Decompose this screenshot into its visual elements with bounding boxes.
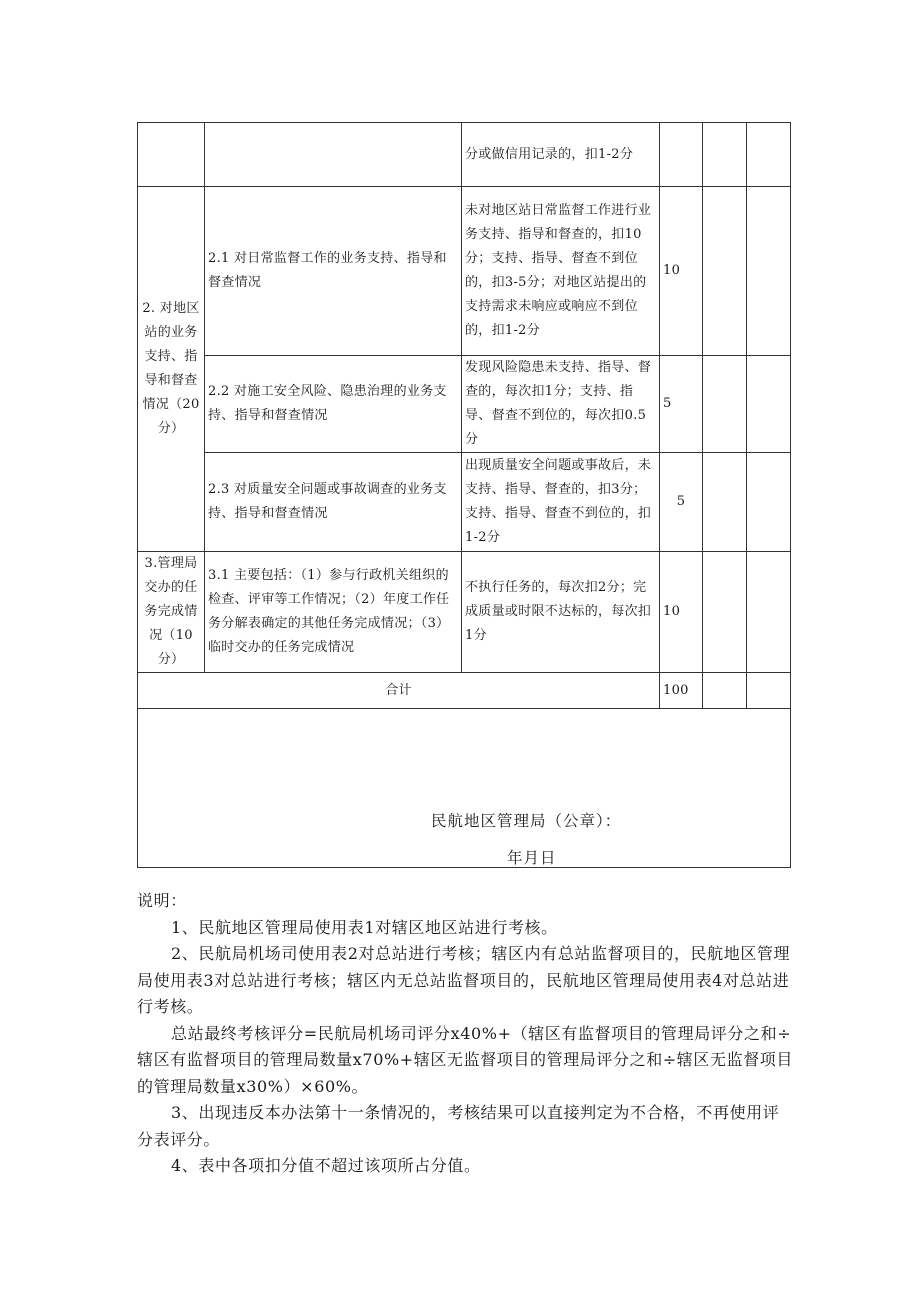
points-cell: 5: [660, 453, 703, 552]
total-label: 合计: [138, 673, 660, 709]
score-cell: [703, 552, 747, 673]
category-cell: 2. 对地区站的业务支持、指导和督查情况（20分）: [138, 187, 205, 552]
remark-cell: [747, 673, 791, 709]
score-cell: [703, 453, 747, 552]
remark-cell: [747, 356, 791, 453]
remark-cell: [747, 453, 791, 552]
total-row: [138, 673, 791, 709]
table-row: [138, 453, 791, 552]
rule-cell: 发现风险隐患未支持、指导、督查的，每次扣1分；支持、指导、督查不到位的，每次扣0.5分: [462, 356, 660, 453]
score-cell: [703, 187, 747, 356]
item-cell: 3.1 主要包括：（1）参与行政机关组织的检查、评审等工作情况；（2）年度工作任务分解表确定的其他任务完成情况；（3）临时交办的任务完成情况: [205, 552, 462, 673]
remark-cell: [747, 123, 791, 187]
points-cell: 5: [660, 356, 703, 453]
category-cell: 3.管理局交办的任务完成情况（10分）: [138, 552, 205, 673]
note-2-formula: 总站最终考核评分=民航局机场司评分x40%+（辖区有监督项目的管理局评分之和÷辖区有监督项目的管理局数量x70%+辖区无监督项目的管理局评分之和÷辖区无监督项目的管理局数量x30%）×60%。: [137, 1023, 793, 1096]
seal-cell: [138, 709, 791, 868]
points-cell: [660, 123, 703, 187]
rule-cell: 分或做信用记录的，扣1-2分: [462, 123, 660, 187]
note-2: 2、民航局机场司使用表2对总站进行考核；辖区内有总站监督项目的，民航地区管理局使用表3对总站进行考核；辖区内无总站监督项目的，民航地区管理局使用表4对总站进行考核。: [137, 944, 791, 1016]
table-row: [138, 356, 791, 453]
table-row: [138, 552, 791, 673]
remark-cell: [747, 552, 791, 673]
table-row: [138, 123, 791, 187]
rule-cell: 不执行任务的，每次扣2分；完成质量或时限不达标的，每次扣1分: [462, 552, 660, 673]
item-cell: 2.2 对施工安全风险、隐患治理的业务支持、指导和督查情况: [205, 356, 462, 453]
category-cell: [138, 123, 205, 187]
item-cell: 2.1 对日常监督工作的业务支持、指导和督查情况: [205, 187, 462, 356]
rule-cell: 未对地区站日常监督工作进行业务支持、指导和督查的，扣10分；支持、指导、督查不到位的，扣3-5分；对地区站提出的支持需求未响应或响应不到位的，扣1-2分: [462, 187, 660, 356]
remark-cell: [747, 187, 791, 356]
seal-date: 年月日: [507, 849, 557, 867]
notes-section: [137, 888, 793, 1180]
score-cell: [703, 673, 747, 709]
points-cell: 10: [660, 187, 703, 356]
table-row: [138, 187, 791, 356]
rule-cell: 出现质量安全问题或事故后，未支持、指导、督查的，扣3分；支持、指导、督查不到位的，扣1-2分: [462, 453, 660, 552]
notes-heading: 说明：: [137, 891, 187, 910]
score-cell: [703, 356, 747, 453]
seal-row: [138, 709, 791, 868]
item-cell: 2.3 对质量安全问题或事故调查的业务支持、指导和督查情况: [205, 453, 462, 552]
note-4: 4、表中各项扣分值不超过该项所占分值。: [171, 1156, 481, 1175]
points-cell: 10: [660, 552, 703, 673]
note-3: 3、出现违反本办法第十一条情况的，考核结果可以直接判定为不合格，不再使用评分表评分。: [137, 1103, 780, 1149]
note-1: 1、民航地区管理局使用表1对辖区地区站进行考核。: [171, 917, 558, 937]
seal-authority: 民航地区管理局（公章）：: [431, 812, 622, 830]
scoring-table: [137, 122, 791, 868]
total-points: 100: [660, 673, 703, 709]
score-cell: [703, 123, 747, 187]
item-cell: [205, 123, 462, 187]
